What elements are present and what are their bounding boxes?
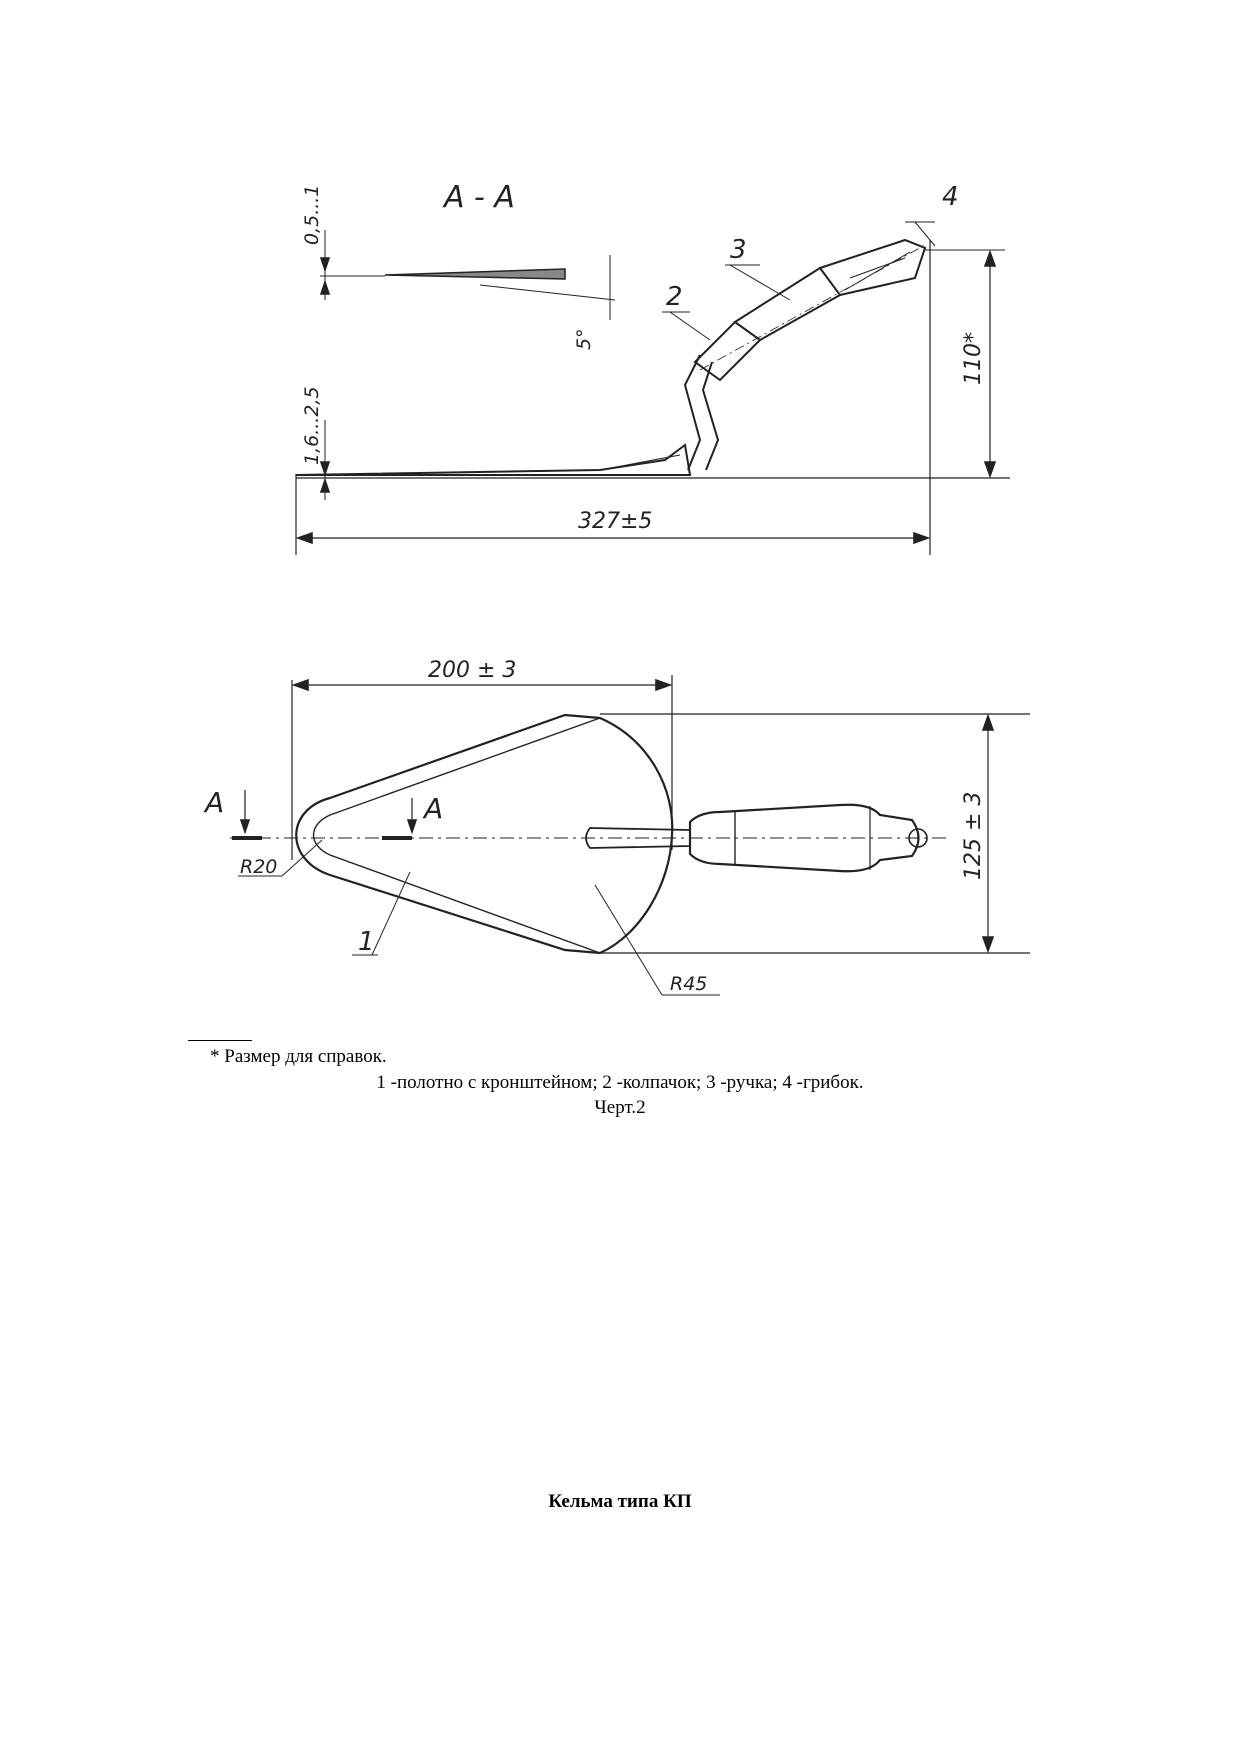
blade-plan-outline	[296, 715, 672, 953]
cut-mark-left: A	[205, 786, 225, 819]
section-a-a	[385, 269, 565, 279]
section-title: Кельма типа КП	[548, 1491, 692, 1512]
cap-side	[695, 322, 760, 380]
section-label: A - A	[444, 180, 515, 215]
bracket-side	[685, 355, 718, 470]
dim-blade-width: 125 ± 3	[961, 791, 986, 880]
cut-mark-right: A	[424, 792, 444, 825]
callout-1: 1	[358, 927, 375, 957]
dim-length-total: 327±5	[578, 509, 653, 534]
footnote: * Размер для справок.	[210, 1046, 387, 1067]
dim-thickness-tip: 0,5...1	[301, 184, 323, 245]
dim-angle: 5°	[573, 328, 595, 350]
callout-3: 3	[730, 235, 747, 265]
footnote-rule	[188, 1040, 252, 1041]
dim-radius-back: R45	[670, 973, 708, 995]
dim-thickness-blade: 1,6...2,5	[301, 386, 323, 465]
part-legend: 1 -полотно с кронштейном; 2 -колпачок; 3 -ручка; 4 -грибок.	[376, 1072, 864, 1093]
callout-4: 4	[942, 182, 959, 212]
dim-height-ref: 110*	[961, 332, 986, 385]
blade-side-profile	[296, 445, 690, 475]
callout-2: 2	[666, 282, 683, 312]
dim-radius-tip: R20	[240, 856, 278, 878]
dim-blade-length: 200 ± 3	[428, 658, 517, 683]
figure-label: Черт.2	[594, 1097, 646, 1118]
handle-side	[735, 268, 840, 340]
